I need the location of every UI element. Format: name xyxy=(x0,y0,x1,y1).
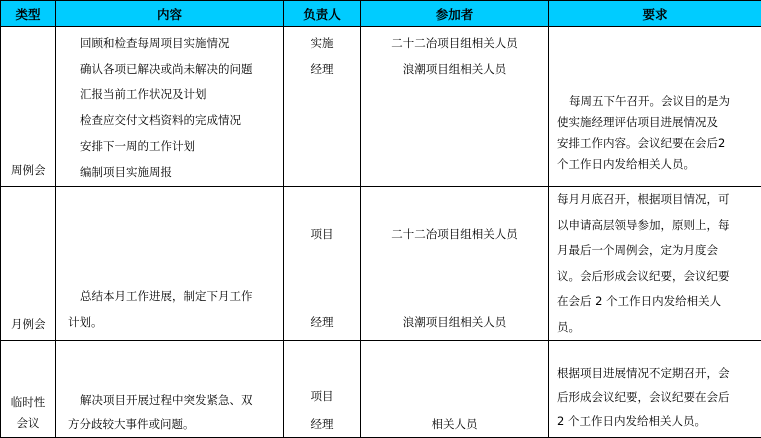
table-row-adhoc xyxy=(1,341,761,438)
header-row xyxy=(1,1,761,27)
participant-line: 二十二冶项目组相关人员 xyxy=(361,32,548,55)
req-line: 每月月底召开，根据项目情况，可 xyxy=(557,187,755,213)
req-line: 员。 xyxy=(557,315,755,341)
row-owner xyxy=(284,341,361,438)
content-line: 编制项目实施周报 xyxy=(80,161,172,184)
header-requirements: 要求 xyxy=(549,1,761,27)
participant-line: 浪潮项目组相关人员 xyxy=(361,58,548,81)
content-line: 检查应交付文档资料的完成情况 xyxy=(80,109,241,132)
req-line: 根据项目进展情况不定期召开，会 xyxy=(557,361,755,385)
content-line: 安排下一周的工作计划 xyxy=(80,135,195,158)
row-owner xyxy=(284,27,361,187)
row-type xyxy=(1,341,56,438)
owner-line: 经理 xyxy=(284,58,360,81)
row-content xyxy=(56,27,284,187)
req-line: 在会后 2 个工作日内发给相关人 xyxy=(557,289,755,315)
content-line: 解决项目开展过程中突发紧急、双 xyxy=(68,389,253,412)
header-participants: 参加者 xyxy=(361,1,549,27)
header-type: 类型 xyxy=(1,1,56,27)
header-owner: 负责人 xyxy=(284,1,361,27)
owner-line: 项目 xyxy=(284,385,360,408)
participant-line: 相关人员 xyxy=(361,413,548,436)
req-line: 议。会后形成会议纪要，会议纪要 xyxy=(557,264,755,290)
row-content xyxy=(56,187,284,341)
row-participants xyxy=(361,27,549,187)
table-row-monthly xyxy=(1,187,761,341)
type-line: 会议 xyxy=(1,413,55,434)
row-content xyxy=(56,341,284,438)
row-participants xyxy=(361,341,549,438)
req-line: 月最后一个周例会，定为月度会 xyxy=(557,238,755,264)
row-participants xyxy=(361,187,549,341)
row-type: 周例会 xyxy=(1,27,56,187)
content-line: 方分歧较大事件或问题。 xyxy=(68,413,195,436)
row-requirements xyxy=(549,341,761,438)
content-line: 回顾和检查每周项目实施情况 xyxy=(80,32,230,55)
req-line: 使实施经理评估项目进展情况及 xyxy=(557,112,755,133)
req-line: 个工作日内发给相关人员。 xyxy=(557,154,755,175)
header-content: 内容 xyxy=(56,1,284,27)
owner-line: 项目 xyxy=(284,223,360,246)
table-row-weekly xyxy=(1,27,761,187)
row-requirements xyxy=(549,187,761,341)
req-line: 以申请高层领导参加，原则上，每 xyxy=(557,213,755,239)
req-line: 2 个工作日内发给相关人员。 xyxy=(557,409,755,433)
owner-line: 实施 xyxy=(284,32,360,55)
req-line: 后形成会议纪要，会议纪要在会后 xyxy=(557,385,755,409)
content-line: 计划。 xyxy=(68,311,103,334)
content-line: 汇报当前工作状况及计划 xyxy=(80,83,207,106)
row-type: 月例会 xyxy=(1,187,56,341)
row-owner xyxy=(284,187,361,341)
req-line: 安排工作内容。会议纪要在会后2 xyxy=(557,133,755,154)
owner-line: 经理 xyxy=(284,413,360,436)
content-line: 确认各项已解决或尚未解决的问题 xyxy=(80,58,253,81)
participant-line: 浪潮项目组相关人员 xyxy=(361,311,548,334)
type-line: 临时性 xyxy=(1,392,55,413)
owner-line: 经理 xyxy=(284,311,360,334)
content-line: 总结本月工作进展，制定下月工作 xyxy=(68,285,253,308)
req-line: 每周五下午召开。会议目的是为 xyxy=(557,91,755,112)
participant-line: 二十二冶项目组相关人员 xyxy=(361,223,548,246)
row-requirements xyxy=(549,27,761,187)
